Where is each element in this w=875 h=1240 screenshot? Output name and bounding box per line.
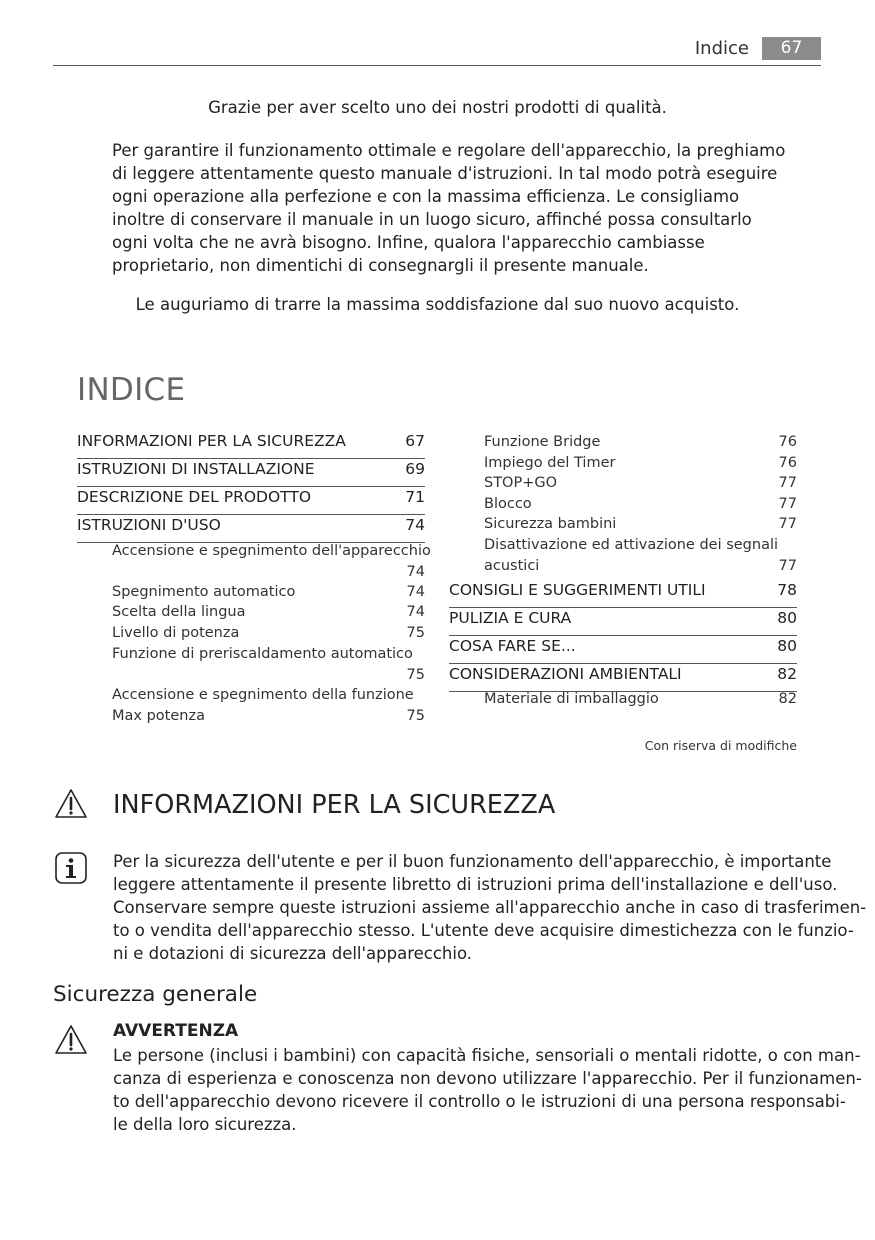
toc-entry-page: 67: [405, 432, 425, 450]
toc-entry-descrizione[interactable]: [77, 488, 425, 515]
toc-entry-istruzioni-uso[interactable]: [77, 516, 425, 543]
info-line: ni e dotazioni di sicurezza dell'apparecchio.: [113, 944, 473, 963]
toc-subentry-label: acustici: [484, 557, 540, 574]
toc-subentry-preriscaldamento[interactable]: [112, 644, 425, 685]
toc-subentry-label: Livello di potenza: [112, 625, 240, 641]
header-section-title: Indice: [694, 38, 749, 59]
header-divider: [53, 65, 821, 66]
toc-entry-label: INFORMAZIONI PER LA SICUREZZA: [77, 432, 346, 450]
toc-subentry-segnali-acustici[interactable]: [484, 535, 797, 576]
toc-entry-cosa-fare[interactable]: [449, 637, 797, 664]
toc-subentry-page: 74: [406, 563, 425, 580]
info-icon: [55, 852, 87, 884]
toc-subentry-stop-go[interactable]: [484, 473, 797, 494]
warning-line: le della loro sicurezza.: [113, 1115, 297, 1134]
warning-triangle-icon: [54, 788, 88, 819]
section-title: INFORMAZIONI PER LA SICUREZZA: [113, 790, 556, 820]
intro-paragraph: [112, 139, 786, 277]
toc-subentry-page: 82: [778, 691, 797, 707]
intro-line: di leggere attentamente questo manuale d'istruzioni. In tal modo potrà eseguire: [112, 164, 778, 183]
toc-subentry-timer[interactable]: [484, 453, 797, 474]
toc-subentry-accensione[interactable]: [112, 541, 431, 582]
index-title: INDICE: [77, 372, 186, 408]
toc-entry-page: 80: [777, 609, 797, 627]
toc-subentry-page: 75: [406, 707, 425, 724]
toc-entry-label: COSA FARE SE...: [449, 637, 576, 655]
toc-subentry-page: 74: [406, 584, 425, 600]
toc-subentry-livello-potenza[interactable]: [112, 623, 425, 644]
toc-subentry-max-potenza[interactable]: [112, 685, 425, 726]
toc-subentry-lingua[interactable]: [112, 602, 425, 623]
toc-entry-label: ISTRUZIONI DI INSTALLAZIONE: [77, 460, 315, 478]
intro-thanks: Grazie per aver scelto uno dei nostri prodotti di qualità.: [208, 98, 667, 117]
toc-subentry-spegnimento-automatico[interactable]: [112, 582, 425, 603]
toc-entry-label: CONSIGLI E SUGGERIMENTI UTILI: [449, 581, 706, 599]
intro-line: ogni volta che ne avrà bisogno. Infine, qualora l'apparecchio cambiasse: [112, 233, 705, 252]
intro-line: inoltre di conservare il manuale in un luogo sicuro, affinché possa consultarlo: [112, 210, 752, 229]
toc-subentry-label: Scelta della lingua: [112, 604, 246, 620]
toc-entry-label: PULIZIA E CURA: [449, 609, 572, 627]
toc-entry-consigli[interactable]: [449, 581, 797, 608]
toc-subentry-page: 77: [778, 516, 797, 532]
toc-subentry-label: STOP+GO: [484, 475, 558, 491]
toc-entry-label: ISTRUZIONI D'USO: [77, 516, 221, 534]
warning-triangle-icon: [54, 1024, 88, 1055]
toc-entry-page: 74: [405, 516, 425, 534]
toc-subentry-page: 77: [778, 557, 797, 574]
toc-entry-label: DESCRIZIONE DEL PRODOTTO: [77, 488, 312, 506]
toc-entry-installazione[interactable]: [77, 460, 425, 487]
toc-subentry-page: 77: [778, 496, 797, 512]
intro-line: ogni operazione alla perfezione e con la massima efficienza. Le consigliamo: [112, 187, 740, 206]
info-line: Conservare sempre queste istruzioni assieme all'apparecchio anche in caso di trasferimen-: [113, 898, 867, 917]
general-safety-title: Sicurezza generale: [53, 982, 258, 1007]
page-number-badge: 67: [762, 37, 821, 60]
toc-subentry-page: 75: [406, 625, 425, 641]
toc-subentry-page: 74: [406, 604, 425, 620]
toc-entry-pulizia[interactable]: [449, 609, 797, 636]
intro-wishes: Le auguriamo di trarre la massima soddisfazione dal suo nuovo acquisto.: [135, 295, 740, 314]
reserve-note: Con riserva di modifiche: [644, 738, 797, 753]
intro-line: Per garantire il funzionamento ottimale e regolare dell'apparecchio, la preghiamo: [112, 141, 786, 160]
warning-line: to dell'apparecchio devono ricevere il controllo o le istruzioni di una persona responsabi-: [113, 1092, 846, 1111]
warning-line: canza di esperienza e conoscenza non devono utilizzare l'apparecchio. Per il funzionamen-: [113, 1069, 862, 1088]
toc-subentry-label: Impiego del Timer: [484, 455, 616, 471]
toc-subentry-page: 77: [778, 475, 797, 491]
toc-subentry-label: Blocco: [484, 496, 532, 512]
toc-subentry-page: 76: [778, 434, 797, 450]
toc-entry-label: CONSIDERAZIONI AMBIENTALI: [449, 665, 682, 683]
toc-subentry-label: Accensione e spegnimento della funzione: [112, 687, 414, 703]
toc-entry-sicurezza[interactable]: [77, 432, 425, 459]
warning-line: Le persone (inclusi i bambini) con capacità fisiche, sensoriali o mentali ridotte, o con man-: [113, 1046, 861, 1065]
toc-subentry-label: Sicurezza bambini: [484, 516, 617, 532]
info-line: Per la sicurezza dell'utente e per il buon funzionamento dell'apparecchio, è importante: [113, 852, 832, 871]
toc-entry-ambientali[interactable]: [449, 665, 797, 692]
toc-subentry-label: Funzione di preriscaldamento automatico: [112, 646, 413, 662]
toc-subentry-page: 75: [406, 666, 425, 683]
intro-line: proprietario, non dimentichi di consegnargli il presente manuale.: [112, 256, 649, 275]
toc-entry-page: 80: [777, 637, 797, 655]
toc-subentry-blocco[interactable]: [484, 494, 797, 515]
toc-subentry-label: Disattivazione ed attivazione dei segnali: [484, 537, 779, 553]
toc-subentry-sicurezza-bambini[interactable]: [484, 514, 797, 535]
info-line: to o vendita dell'apparecchio stesso. L'utente deve acquisire dimestichezza con le funzio-: [113, 921, 854, 940]
toc-subentry-imballaggio[interactable]: [484, 689, 797, 710]
toc-entry-page: 69: [405, 460, 425, 478]
toc-subentry-label: Materiale di imballaggio: [484, 691, 659, 707]
warning-paragraph: [113, 1044, 862, 1136]
toc-subentry-label: Spegnimento automatico: [112, 584, 296, 600]
toc-entry-page: 78: [777, 581, 797, 599]
warning-label: AVVERTENZA: [113, 1021, 239, 1041]
toc-subentry-bridge[interactable]: [484, 432, 797, 453]
toc-subentry-label: Accensione e spegnimento dell'apparecchio: [112, 543, 431, 559]
info-line: leggere attentamente il presente libretto di istruzioni prima dell'installazione e dell'uso.: [113, 875, 838, 894]
toc-subentry-page: 76: [778, 455, 797, 471]
toc-subentry-label: Funzione Bridge: [484, 434, 601, 450]
toc-entry-page: 71: [405, 488, 425, 506]
toc-entry-page: 82: [777, 665, 797, 683]
info-paragraph: [113, 850, 866, 965]
toc-subentry-label: Max potenza: [112, 707, 205, 724]
